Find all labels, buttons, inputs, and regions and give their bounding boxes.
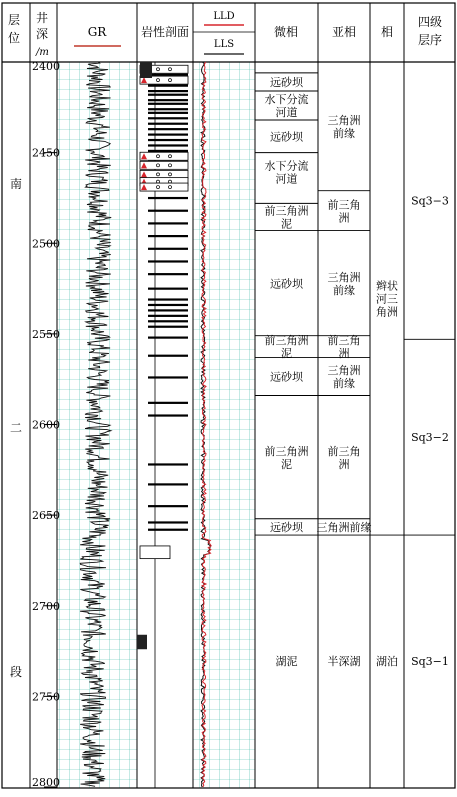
lithology-bed <box>148 273 188 275</box>
microfacies-label: 远砂坝 <box>270 76 303 90</box>
facies-label: 湖泊 <box>376 655 398 669</box>
lithology-bed <box>148 144 188 146</box>
header-lls: LLS <box>213 39 235 50</box>
facies-column <box>370 62 404 668</box>
subfacies-label: 前缘 <box>333 127 355 141</box>
lithology-marked-bed <box>140 152 188 160</box>
sequence-label: Sq3−2 <box>411 431 449 445</box>
header-lld: LLD <box>213 11 235 22</box>
layer-char-er: 二 <box>9 421 23 435</box>
lithology-bed <box>148 376 188 378</box>
header-facies: 相 <box>380 25 394 39</box>
microfacies-label: 水下分流 <box>264 159 309 173</box>
layer-char-duan: 段 <box>9 665 23 679</box>
header-depth-1b: 深 <box>36 27 49 41</box>
depth-tick-label: 2600 <box>32 418 60 432</box>
header-sequence-1: 四级 <box>417 15 443 29</box>
lithology-bed <box>148 90 188 92</box>
subfacies-label: 前缘 <box>333 283 355 297</box>
header-microfacies: 微相 <box>273 25 299 39</box>
subfacies-label: 三角洲 <box>327 270 361 284</box>
lithology-dark-block <box>137 635 147 650</box>
depth-tick-label: 2650 <box>32 509 60 523</box>
subfacies-label: 前三角 <box>327 198 361 212</box>
lithology-bed <box>148 99 188 101</box>
header-layer-1: 层 <box>8 13 21 27</box>
lithology-bed <box>148 260 188 262</box>
lithology-marked-bed <box>140 161 188 169</box>
depth-tick-label: 2800 <box>32 776 60 789</box>
microfacies-column <box>255 73 318 668</box>
subfacies-label: 洲 <box>338 347 350 361</box>
depth-axis <box>32 60 60 789</box>
microfacies-label: 前三角洲 <box>264 444 309 458</box>
facies-label: 河三 <box>376 292 398 306</box>
lithology-bed <box>148 505 188 507</box>
lithology-column <box>137 62 188 788</box>
subfacies-label: 前三角 <box>327 334 361 348</box>
lithology-box <box>140 546 170 559</box>
lithology-bed <box>148 414 188 416</box>
lithology-bed <box>148 521 188 523</box>
lithology-bed <box>148 309 188 311</box>
facies-label: 辫状 <box>376 279 398 293</box>
lithology-bed <box>148 288 188 290</box>
header-layer-2: 位 <box>8 31 21 45</box>
subfacies-label: 三角洲 <box>327 114 361 128</box>
lithology-bed <box>148 134 188 136</box>
microfacies-label: 远砂坝 <box>270 370 303 384</box>
sequence-label: Sq3−3 <box>411 194 449 208</box>
lithology-bed <box>148 123 188 125</box>
subfacies-column <box>317 62 372 668</box>
lithology-bed <box>148 315 188 317</box>
lithology-bed <box>148 85 188 87</box>
header-depth-2: /m <box>36 47 49 58</box>
lithology-bed <box>148 222 188 224</box>
depth-tick-label: 2700 <box>32 599 60 613</box>
microfacies-label: 河道 <box>275 106 298 120</box>
microfacies-label: 泥 <box>281 217 292 231</box>
lithology-bed <box>148 128 188 130</box>
depth-tick-label: 2450 <box>32 146 60 160</box>
lithology-marked-bed <box>140 170 188 178</box>
microfacies-label: 湖泥 <box>275 655 298 669</box>
subfacies-label: 三角洲 <box>327 364 361 378</box>
subfacies-label: 半深湖 <box>327 655 361 669</box>
header-gr: GR <box>87 25 107 39</box>
header-sequence-2: 层序 <box>417 33 443 47</box>
lithology-bed <box>148 108 188 110</box>
subfacies-label: 洲 <box>338 211 350 225</box>
lithology-bed <box>148 210 188 212</box>
depth-tick-label: 2400 <box>32 60 60 73</box>
header-subfacies: 亚相 <box>331 25 357 39</box>
subfacies-label: 洲 <box>338 457 350 471</box>
lithology-bed <box>148 529 188 531</box>
lithology-bed <box>148 103 188 105</box>
microfacies-label: 远砂坝 <box>270 277 303 291</box>
lithology-bed <box>148 326 188 328</box>
lithology-bed <box>148 463 188 465</box>
depth-tick-label: 2500 <box>32 237 60 251</box>
lithology-bed <box>148 402 188 404</box>
lithology-top-block <box>140 62 152 78</box>
lithology-bed <box>148 298 188 300</box>
lithology-bed <box>148 337 188 339</box>
subfacies-label: 前缘 <box>333 377 355 391</box>
subfacies-label: 三角洲前缘 <box>316 521 372 535</box>
subfacies-label: 前三角 <box>327 444 361 458</box>
lithology-bed <box>148 197 188 199</box>
header-depth-1: 井 <box>36 11 49 25</box>
lithology-bed <box>148 139 188 141</box>
lithology-bed <box>148 117 188 119</box>
sequence-column <box>404 62 455 668</box>
microfacies-label: 泥 <box>281 347 292 361</box>
microfacies-label: 远砂坝 <box>270 130 303 144</box>
lithology-bed <box>148 74 188 76</box>
lithology-marked-bed <box>140 183 188 191</box>
microfacies-label: 水下分流 <box>264 93 309 107</box>
lithology-bed <box>148 355 188 357</box>
microfacies-label: 泥 <box>281 457 292 471</box>
lithology-bed <box>148 304 188 306</box>
lithology-bed <box>148 483 188 485</box>
microfacies-label: 前三角洲 <box>264 204 309 218</box>
lithology-bed <box>148 248 188 250</box>
lithology-bed <box>148 320 188 322</box>
sequence-label: Sq3−1 <box>411 655 449 669</box>
microfacies-label: 前三角洲 <box>264 334 309 348</box>
header-lithology: 岩性剖面 <box>140 25 190 39</box>
layer-char-nan: 南 <box>9 177 23 191</box>
lithology-bed <box>148 112 188 114</box>
microfacies-label: 远砂坝 <box>270 521 303 535</box>
facies-label: 角洲 <box>376 305 398 319</box>
lithology-bed <box>148 235 188 237</box>
lithology-bed <box>148 150 188 152</box>
lithology-bed <box>148 94 188 96</box>
depth-tick-label: 2750 <box>32 690 60 704</box>
microfacies-label: 河道 <box>275 172 298 186</box>
depth-tick-label: 2550 <box>32 327 60 341</box>
